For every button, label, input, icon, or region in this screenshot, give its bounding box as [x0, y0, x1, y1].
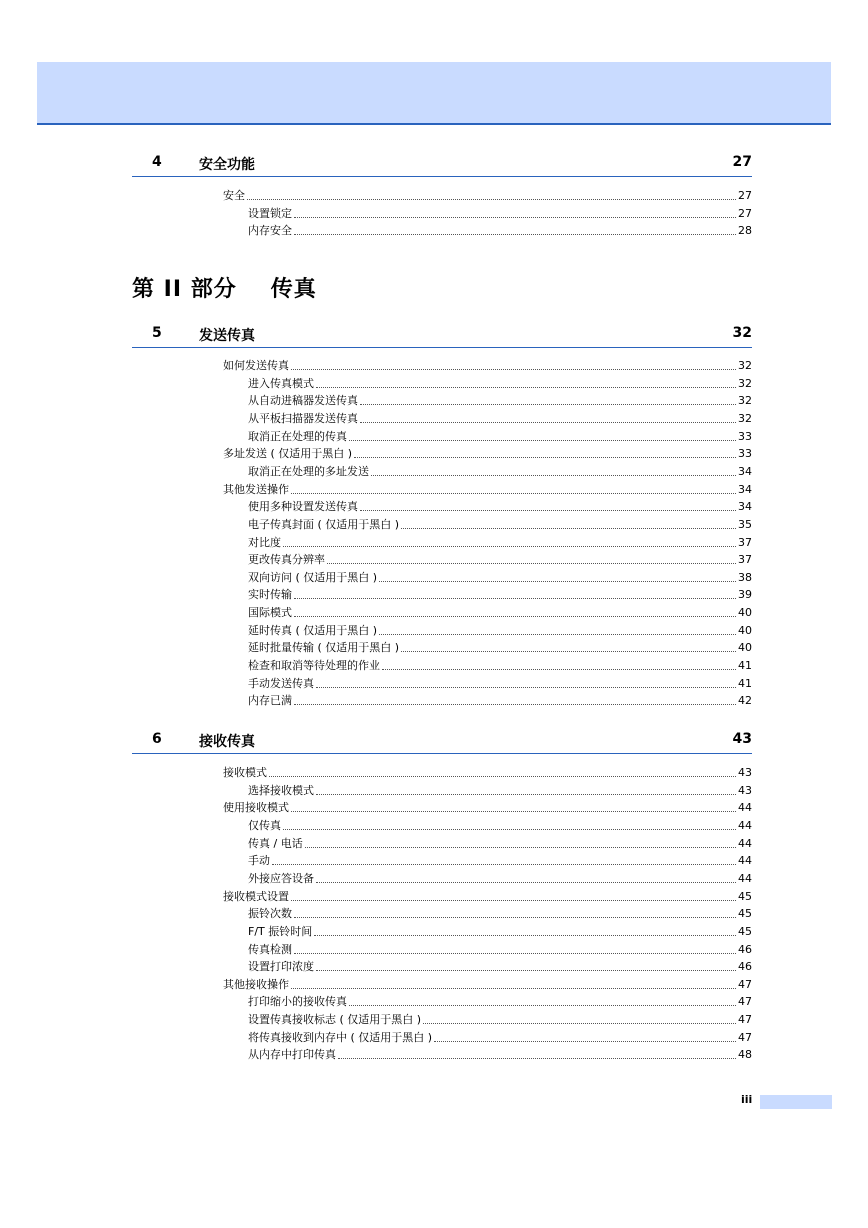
toc-entry-page: 34: [738, 500, 752, 514]
toc-entry-page: 38: [738, 570, 752, 584]
toc-entry[interactable]: [248, 904, 752, 921]
dot-leader: [294, 703, 736, 705]
footer-tab: [760, 1095, 832, 1109]
toc-entry[interactable]: [248, 497, 752, 514]
toc-entry-title: 如何发送传真: [223, 359, 289, 372]
toc-entry-page: 27: [738, 189, 752, 202]
dot-leader: [247, 198, 736, 200]
toc-entry-page: 40: [738, 606, 752, 620]
toc-entry-title: 更改传真分辨率: [248, 553, 325, 567]
toc-entry-title: 将传真接收到内存中 ( 仅适用于黑白 ): [248, 1030, 433, 1044]
toc-entry-title: 设置锁定: [248, 206, 292, 220]
toc-entry-page: 41: [738, 676, 752, 690]
dot-leader: [349, 1004, 736, 1006]
toc-entry[interactable]: [223, 480, 752, 497]
dot-leader: [316, 969, 736, 971]
toc-entry-title: 内存已满: [248, 694, 292, 708]
dot-leader: [401, 650, 736, 652]
dot-leader: [327, 562, 736, 564]
dot-leader: [291, 368, 736, 370]
toc-entry-page: 44: [738, 854, 752, 868]
toc-entry[interactable]: [248, 204, 752, 221]
toc-entry-title: 内存安全: [248, 224, 292, 238]
toc-entry-title: 设置传真接收标志 ( 仅适用于黑白 ): [248, 1013, 422, 1027]
toc-entry-page: 44: [738, 871, 752, 885]
chapter-4-heading[interactable]: [132, 152, 752, 177]
toc-entry[interactable]: [248, 638, 752, 655]
part-name: 传真: [270, 277, 317, 302]
toc-entry[interactable]: [248, 374, 752, 391]
toc-entry-page: 39: [738, 588, 752, 602]
toc-entry[interactable]: [248, 515, 752, 532]
toc-entry-page: 28: [738, 224, 752, 238]
dot-leader: [294, 615, 736, 617]
toc-entry-page: 37: [738, 553, 752, 567]
toc-entry-title: 传真检测: [248, 942, 292, 956]
toc-entry-title: 对比度: [248, 535, 281, 549]
toc-entry-page: 33: [738, 429, 752, 443]
toc-entry[interactable]: [223, 798, 752, 815]
toc-entry[interactable]: [223, 763, 752, 780]
toc-entry-page: 32: [738, 394, 752, 408]
toc-entry-title: 手动: [248, 854, 270, 868]
dot-leader: [360, 509, 736, 511]
chapter-number: 6: [152, 731, 162, 747]
toc-entry-page: 48: [738, 1048, 752, 1062]
toc-entry[interactable]: [248, 992, 752, 1009]
chapter-title: 发送传真: [199, 328, 255, 344]
toc-entry[interactable]: [248, 656, 752, 673]
dot-leader: [423, 1022, 736, 1024]
toc-entry[interactable]: [248, 409, 752, 426]
toc-entry[interactable]: [248, 1028, 752, 1045]
dot-leader: [401, 527, 736, 529]
dot-leader: [316, 793, 736, 795]
dot-leader: [316, 386, 736, 388]
toc-entry-page: 47: [738, 1013, 752, 1027]
dot-leader: [294, 216, 736, 218]
toc-entry-page: 27: [738, 206, 752, 220]
toc-entry-title: 电子传真封面 ( 仅适用于黑白 ): [248, 517, 400, 531]
toc-entry-title: 取消正在处理的多址发送: [248, 464, 369, 478]
header-band: [37, 62, 831, 125]
toc-entry-page: 46: [738, 942, 752, 956]
toc-entry-page: 35: [738, 517, 752, 531]
toc-entry[interactable]: [248, 1010, 752, 1027]
dot-leader: [294, 916, 736, 918]
toc-entry[interactable]: [248, 585, 752, 602]
toc-entry-title: 使用接收模式: [223, 801, 289, 815]
chapter-title: 接收传真: [199, 734, 255, 750]
toc-entry[interactable]: [248, 851, 752, 868]
chapter-number: 5: [152, 325, 162, 341]
toc-entry-page: 46: [738, 960, 752, 974]
toc-entry-page: 43: [738, 766, 752, 779]
dot-leader: [269, 775, 736, 777]
toc-entry[interactable]: [248, 957, 752, 974]
dot-leader: [338, 1057, 736, 1059]
chapter-page: 32: [732, 325, 752, 341]
dot-leader: [371, 474, 736, 476]
toc-entry-title: 检查和取消等待处理的作业: [248, 659, 380, 673]
toc-entry-title: 从自动进稿器发送传真: [248, 394, 358, 408]
dot-leader: [294, 597, 736, 599]
toc-entry-title: 安全: [223, 189, 245, 202]
toc-entry-title: 设置打印浓度: [248, 960, 314, 974]
toc-entry[interactable]: [248, 391, 752, 408]
toc-entry[interactable]: [248, 834, 752, 851]
toc-entry[interactable]: [248, 621, 752, 638]
toc-entry[interactable]: [223, 356, 752, 373]
toc-entry[interactable]: [248, 781, 752, 798]
toc-entry-page: 44: [738, 801, 752, 815]
toc-entry-title: 外接应答设备: [248, 871, 314, 885]
toc-entry-page: 43: [738, 783, 752, 797]
chapter-6-heading[interactable]: [132, 729, 752, 754]
toc-entry-title: 延时传真 ( 仅适用于黑白 ): [248, 623, 378, 637]
toc-entry-page: 47: [738, 995, 752, 1009]
dot-leader: [316, 881, 736, 883]
toc-entry-title: 其他发送操作: [223, 482, 289, 496]
dot-leader: [360, 421, 736, 423]
toc-entry-title: 仅传真: [248, 818, 281, 832]
toc-entry-title: 选择接收模式: [248, 783, 314, 797]
toc-entry-title: 从内存中打印传真: [248, 1048, 336, 1062]
toc-entry-page: 32: [738, 411, 752, 425]
toc-entry-page: 32: [738, 376, 752, 390]
toc-entry-title: 从平板扫描器发送传真: [248, 411, 358, 425]
toc-entry-title: 打印缩小的接收传真: [248, 995, 347, 1009]
toc-entry-page: 45: [738, 889, 752, 903]
chapter-number: 4: [152, 154, 162, 170]
chapter-5-heading[interactable]: [132, 323, 752, 348]
toc-entry-title: 实时传输: [248, 588, 292, 602]
toc-entry[interactable]: [248, 603, 752, 620]
toc-entry-title: 国际模式: [248, 606, 292, 620]
toc-entry-page: 47: [738, 977, 752, 991]
dot-leader: [291, 492, 736, 494]
dot-leader: [379, 633, 736, 635]
toc-entry[interactable]: [248, 674, 752, 691]
toc-entry-title: 使用多种设置发送传真: [248, 500, 358, 514]
dot-leader: [349, 439, 736, 441]
dot-leader: [382, 668, 736, 670]
toc-entry-page: 45: [738, 907, 752, 921]
toc-entry-page: 33: [738, 447, 752, 461]
dot-leader: [314, 934, 736, 936]
chapter-page: 27: [732, 154, 752, 170]
toc-entry-title: 接收模式设置: [223, 889, 289, 903]
dot-leader: [291, 810, 736, 812]
toc-entry-title: 延时批量传输 ( 仅适用于黑白 ): [248, 641, 400, 655]
dot-leader: [272, 863, 736, 865]
toc-entry-title: 传真 / 电话: [248, 836, 303, 850]
part-label: 第 II 部分: [132, 277, 237, 302]
dot-leader: [283, 545, 736, 547]
toc-entry[interactable]: [223, 186, 752, 203]
toc-entry-title: 双向访问 ( 仅适用于黑白 ): [248, 570, 378, 584]
dot-leader: [291, 899, 736, 901]
toc-entry-page: 42: [738, 694, 752, 708]
toc-entry[interactable]: [223, 887, 752, 904]
toc-entry-page: 34: [738, 464, 752, 478]
toc-entry-title: 振铃次数: [248, 907, 292, 921]
toc-entry-page: 44: [738, 818, 752, 832]
toc-entry[interactable]: [248, 462, 752, 479]
dot-leader: [294, 952, 736, 954]
toc-entry-title: 手动发送传真: [248, 676, 314, 690]
dot-leader: [294, 233, 736, 235]
dot-leader: [316, 686, 736, 688]
dot-leader: [434, 1040, 736, 1042]
toc-entry-page: 41: [738, 659, 752, 673]
toc-entry[interactable]: [248, 533, 752, 550]
page-number: iii: [741, 1093, 753, 1106]
toc-entry[interactable]: [248, 568, 752, 585]
dot-leader: [360, 403, 736, 405]
toc-entry[interactable]: [248, 427, 752, 444]
part-title: [132, 272, 317, 303]
toc-entry[interactable]: [248, 1045, 752, 1062]
toc-entry[interactable]: [248, 940, 752, 957]
dot-leader: [379, 580, 736, 582]
toc-entry-page: 34: [738, 482, 752, 496]
toc-entry-page: 40: [738, 623, 752, 637]
toc-entry-page: 40: [738, 641, 752, 655]
chapter-title: 安全功能: [199, 157, 255, 173]
toc-entry-page: 45: [738, 924, 752, 938]
toc-entry[interactable]: [248, 691, 752, 708]
dot-leader: [354, 456, 736, 458]
toc-entry[interactable]: [223, 444, 752, 461]
toc-entry[interactable]: [248, 550, 752, 567]
chapter-page: 43: [732, 731, 752, 747]
toc-entry-page: 44: [738, 836, 752, 850]
toc-entry[interactable]: [248, 869, 752, 886]
toc-entry-title: 其他接收操作: [223, 977, 289, 991]
toc-entry-page: 47: [738, 1030, 752, 1044]
toc-entry-title: 多址发送 ( 仅适用于黑白 ): [223, 447, 353, 461]
toc-entry-page: 37: [738, 535, 752, 549]
toc-entry[interactable]: [248, 922, 752, 939]
toc-entry[interactable]: [223, 975, 752, 992]
dot-leader: [291, 987, 736, 989]
toc-entry-title: 取消正在处理的传真: [248, 429, 347, 443]
toc-entry-page: 32: [738, 359, 752, 372]
toc-entry[interactable]: [248, 221, 752, 238]
dot-leader: [283, 828, 736, 830]
toc-entry-title: 接收模式: [223, 766, 267, 779]
dot-leader: [305, 846, 736, 848]
toc-entry-title: F/T 振铃时间: [248, 924, 313, 938]
toc-entry[interactable]: [248, 816, 752, 833]
toc-entry-title: 进入传真模式: [248, 376, 314, 390]
